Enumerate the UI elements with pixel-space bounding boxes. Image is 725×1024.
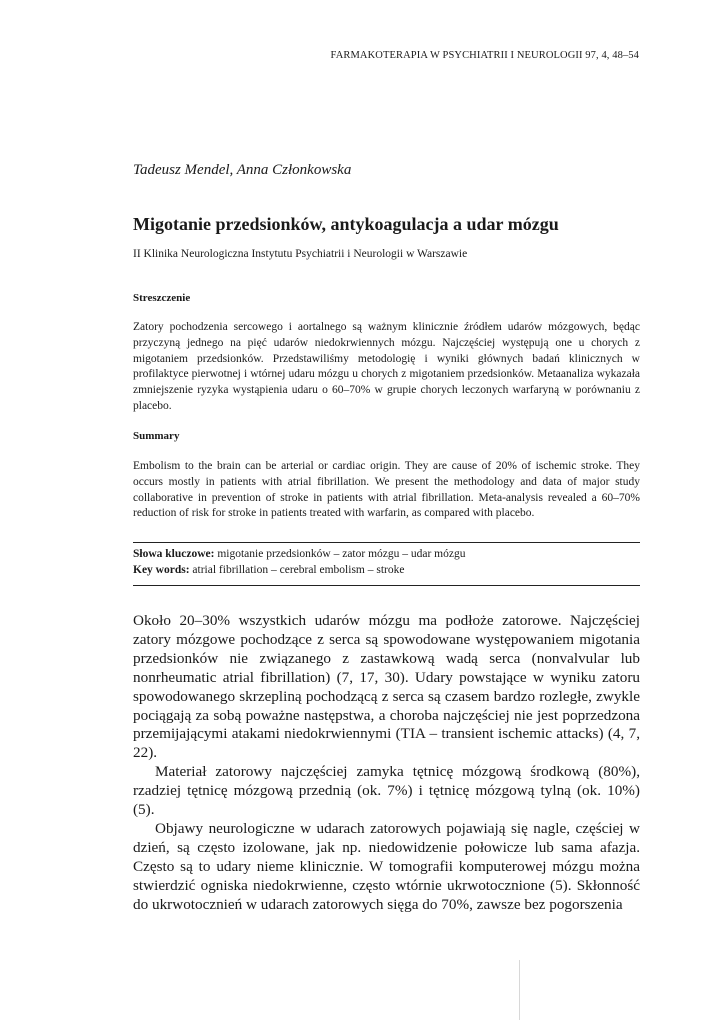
streszczenie-heading: Streszczenie bbox=[133, 292, 191, 304]
article-title: Migotanie przedsionków, antykoagulacja a udar mózgu bbox=[133, 214, 559, 234]
body-paragraph-3: Objawy neurologiczne w udarach zatorowych pojawiają się nagle, częściej w dzień, są często izolowane, jak np. niedowidzenie połowicze lub sama afazja. Często są to udary nieme klinicznie. W tomografii komputerowej mózgu można stwierdzić ogniska niedokrwienne, często wtórnie ukrwotocznione (5). Skłonność do ukrwotocznień w udarach zatorowych sięga do 70%, zawsze bez pogorszenia bbox=[133, 819, 640, 913]
keywords-box bbox=[133, 542, 640, 586]
running-head: FARMAKOTERAPIA W PSYCHIATRII I NEUROLOGII 97, 4, 48–54 bbox=[330, 50, 639, 61]
keywords-en bbox=[133, 564, 404, 576]
affiliation: II Klinika Neurologiczna Instytutu Psychiatrii i Neurologii w Warszawie bbox=[133, 248, 468, 260]
keywords-pl bbox=[133, 548, 466, 560]
keywords-pl-label: Słowa kluczowe: bbox=[133, 548, 215, 560]
keywords-pl-text: migotanie przedsionków – zator mózgu – udar mózgu bbox=[214, 548, 466, 560]
keywords-en-text: atrial fibrillation – cerebral embolism – stroke bbox=[189, 564, 405, 576]
body-paragraph-1: Około 20–30% wszystkich udarów mózgu ma podłoże zatorowe. Najczęściej zatory mózgowe pochodzące z serca są spowodowane występowaniem migotania przedsionków nie związanego z zastawkową wadą serca (nonvalvular lub nonrheumatic atrial fibrillation) (7, 17, 30). Udary powstające w wyniku zatoru spowodowanego skrzepliną pochodzącą z serca są czasem bardzo rozległe, zwykle pociągają za sobą poważne następstwa, a choroba najczęściej nie jest poprzedzona przemijającymi atakami niedokrwiennymi (TIA – transient ischemic attacks) (4, 7, 22). bbox=[133, 612, 640, 762]
abstract-pl: Zatory pochodzenia sercowego i aortalnego są ważnym klinicznie źródłem udarów mózgowych, będąc przyczyną jednego na pięć udarów niedokrwiennych mózgu. Najczęściej występują one u chorych z migotaniem przedsionków. Przedstawiliśmy metodologię i wyniki głównych badań klinicznych w profilaktyce pierwotnej i wtórnej udaru mózgu u chorych z migotaniem przedsionków. Metaanaliza wykazała zmniejszenie ryzyka wystąpienia udaru o 60–70% w grupie chorych leczonych warfaryną w porównaniu z placebo. bbox=[133, 321, 640, 412]
body-paragraph-2: Materiał zatorowy najczęściej zamyka tętnicę mózgową środkową (80%), rzadziej tętnicę mózgową przednią (ok. 7%) i tętnicę mózgową tylną (ok. 10%) (5). bbox=[133, 763, 640, 819]
body-text bbox=[133, 612, 640, 915]
abstract-en: Embolism to the brain can be arterial or cardiac origin. They are cause of 20% of ischemic stroke. They occurs mostly in patients with atrial fibrillation. We present the methodology and data of major study collaborative in prevention of stroke in patients with atrial fibrillation. Meta-analysis revealed a 60–70% reduction of risk for stroke in patients treated with warfarin, as compared with placebo. bbox=[133, 460, 640, 520]
keywords-en-label: Key words: bbox=[133, 564, 190, 576]
authors: Tadeusz Mendel, Anna Członkowska bbox=[133, 162, 352, 178]
scan-artifact-line bbox=[519, 960, 520, 1020]
summary-heading: Summary bbox=[133, 430, 180, 442]
